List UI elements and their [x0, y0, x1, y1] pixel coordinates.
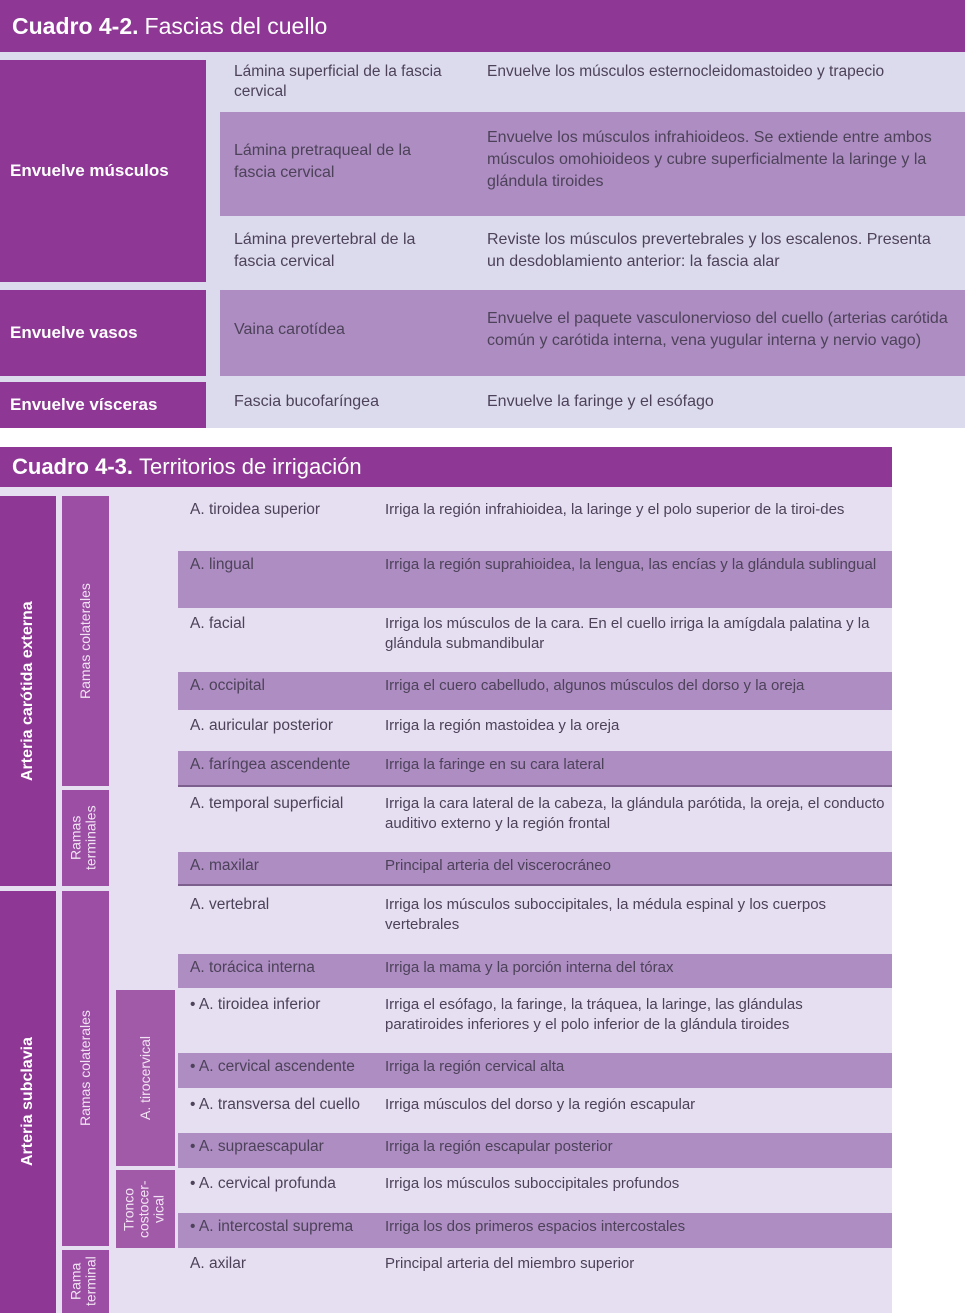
row-desc: Irriga la región cervical alta — [385, 1058, 565, 1075]
row-name: A. axilar — [190, 1255, 246, 1272]
table1-group-muscles — [0, 60, 206, 282]
row-name: A. occipital — [190, 677, 265, 694]
group-label: Arteria carótida externa — [19, 601, 36, 781]
table2-title-number: Cuadro 4-3. — [12, 454, 134, 479]
row-name: A. tiroidea superior — [190, 501, 321, 518]
trunk-label: A. tirocervical — [137, 1035, 153, 1121]
row-desc: Irriga los músculos suboccipitales profundos — [385, 1175, 680, 1192]
table2-row — [178, 496, 892, 550]
table2-row — [178, 790, 892, 850]
table2-row — [178, 954, 892, 988]
table1-group-viscera — [0, 382, 206, 428]
row-name: • A. cervical ascendente — [190, 1058, 355, 1075]
table1-row — [220, 112, 965, 216]
row-desc: Envuelve el paquete vasculonervioso del cuello (arterias carótida común y carótida interna, vena yugular interna y nervio vago) — [487, 310, 948, 349]
table2-row — [178, 551, 892, 608]
row-desc: Envuelve los músculos infrahioideos. Se extiende entre ambos músculos omohioideos y cubre superficialmente la laringe y la glándula tiroides — [487, 129, 932, 190]
table2-row — [178, 610, 892, 670]
row-desc: Irriga la mama y la porción interna del tórax — [385, 959, 674, 976]
row-name: A. temporal superficial — [190, 795, 344, 812]
row-desc: Irriga la región escapular posterior — [385, 1138, 613, 1155]
table1-title-number: Cuadro 4-2. — [12, 12, 139, 39]
row-desc: Irriga la región infrahioidea, la laringe y el polo superior de la tiroi-des — [385, 501, 845, 518]
row-name: Lámina superficial de la fascia cervical — [234, 63, 442, 100]
table2-subgroup-carotid-collateral — [62, 496, 109, 786]
row-name: • A. tiroidea inferior — [190, 996, 321, 1013]
table1-title-text: Fascias del cuello — [144, 12, 328, 39]
group-label: Arteria subclavia — [19, 1037, 36, 1167]
row-desc: Irriga los músculos de la cara. En el cuello irriga la amígdala palatina y la glándula submandibular — [385, 615, 870, 652]
row-desc: Reviste los músculos prevertebrales y los escalenos. Presenta un desdoblamiento anterior: la fascia alar — [487, 231, 931, 270]
table1-row — [220, 218, 965, 284]
table1-row — [220, 290, 965, 376]
row-name: Lámina prevertebral de la fascia cervical — [234, 231, 416, 270]
row-desc: Envuelve los músculos esternocleidomastoideo y trapecio — [487, 63, 885, 80]
row-name: Fascia bucofaríngea — [234, 393, 379, 410]
row-desc: Principal arteria del miembro superior — [385, 1255, 635, 1272]
row-desc: Irriga músculos del dorso y la región escapular — [385, 1096, 696, 1113]
row-name: • A. supraescapular — [190, 1138, 324, 1155]
trunk-label: Tronco costocer-vical — [120, 1180, 167, 1238]
table2-subgroup-subclavian-terminal — [62, 1250, 109, 1313]
table1-group-vessels — [0, 290, 206, 376]
table2-group-subclavian — [0, 891, 56, 1313]
table2-row — [178, 672, 892, 710]
table2-title — [0, 447, 892, 487]
row-desc: Principal arteria del viscerocráneo — [385, 857, 611, 874]
group-label: Envuelve vísceras — [10, 395, 158, 414]
row-name: A. torácica interna — [190, 959, 315, 976]
row-name: • A. cervical profunda — [190, 1175, 336, 1192]
table1-row — [220, 382, 965, 426]
group-label: Envuelve músculos — [10, 161, 169, 180]
row-name: A. lingual — [190, 556, 254, 573]
table2-row — [178, 751, 892, 787]
subgroup-label: Ramas colaterales — [77, 1010, 93, 1127]
row-desc: Irriga la faringe en su cara lateral — [385, 756, 605, 773]
table2-row — [178, 852, 892, 886]
subgroup-label: Rama terminal — [67, 1256, 99, 1307]
row-desc: Irriga los músculos suboccipitales, la médula espinal y los cuerpos vertebrales — [385, 896, 827, 933]
table2-trunk-tirocervical — [116, 990, 175, 1166]
table2-row — [178, 891, 892, 953]
table2-group-carotid — [0, 496, 56, 886]
row-name: Lámina pretraqueal de la fascia cervical — [234, 142, 412, 181]
table2-row — [178, 1091, 892, 1131]
table2-subgroup-carotid-terminal — [62, 790, 109, 886]
row-desc: Envuelve la faringe y el esófago — [487, 393, 714, 410]
row-desc: Irriga la cara lateral de la cabeza, la glándula parótida, la oreja, el conducto auditivo externo y la región frontal — [385, 795, 885, 832]
row-name: A. vertebral — [190, 896, 270, 913]
row-name: A. facial — [190, 615, 246, 632]
row-name: • A. intercostal suprema — [190, 1218, 354, 1235]
row-desc: Irriga la región mastoidea y la oreja — [385, 717, 620, 734]
group-label: Envuelve vasos — [10, 323, 138, 342]
row-name: A. auricular posterior — [190, 717, 334, 734]
table2-row — [178, 1213, 892, 1248]
table2-row — [178, 712, 892, 750]
table2-row — [178, 1250, 892, 1313]
row-name: • A. transversa del cuello — [190, 1096, 360, 1113]
row-desc: Irriga el esófago, la faringe, la tráquea, la laringe, las glándulas paratiroides inferiores y el polo inferior de la glándula tiroides — [385, 996, 803, 1033]
table2-row — [178, 1133, 892, 1168]
row-desc: Irriga el cuero cabelludo, algunos músculos del dorso y la oreja — [385, 677, 805, 694]
table2-row — [178, 991, 892, 1051]
table2-row — [178, 1170, 892, 1211]
row-desc: Irriga los dos primeros espacios intercostales — [385, 1218, 686, 1235]
subgroup-label: Ramas terminales — [67, 805, 99, 871]
row-name: A. faríngea ascendente — [190, 756, 351, 773]
table2-row — [178, 1053, 892, 1088]
table1-title — [0, 0, 965, 52]
table2-subgroup-subclavian-collateral — [62, 891, 109, 1246]
table2-trunk-costocervical — [116, 1170, 175, 1248]
table1-row — [220, 60, 965, 110]
row-desc: Irriga la región suprahioidea, la lengua, las encías y la glándula sublingual — [385, 556, 877, 573]
row-name: Vaina carotídea — [234, 321, 345, 338]
table2-title-text: Territorios de irrigación — [139, 454, 362, 479]
row-name: A. maxilar — [190, 857, 259, 874]
subgroup-label: Ramas colaterales — [77, 583, 93, 699]
